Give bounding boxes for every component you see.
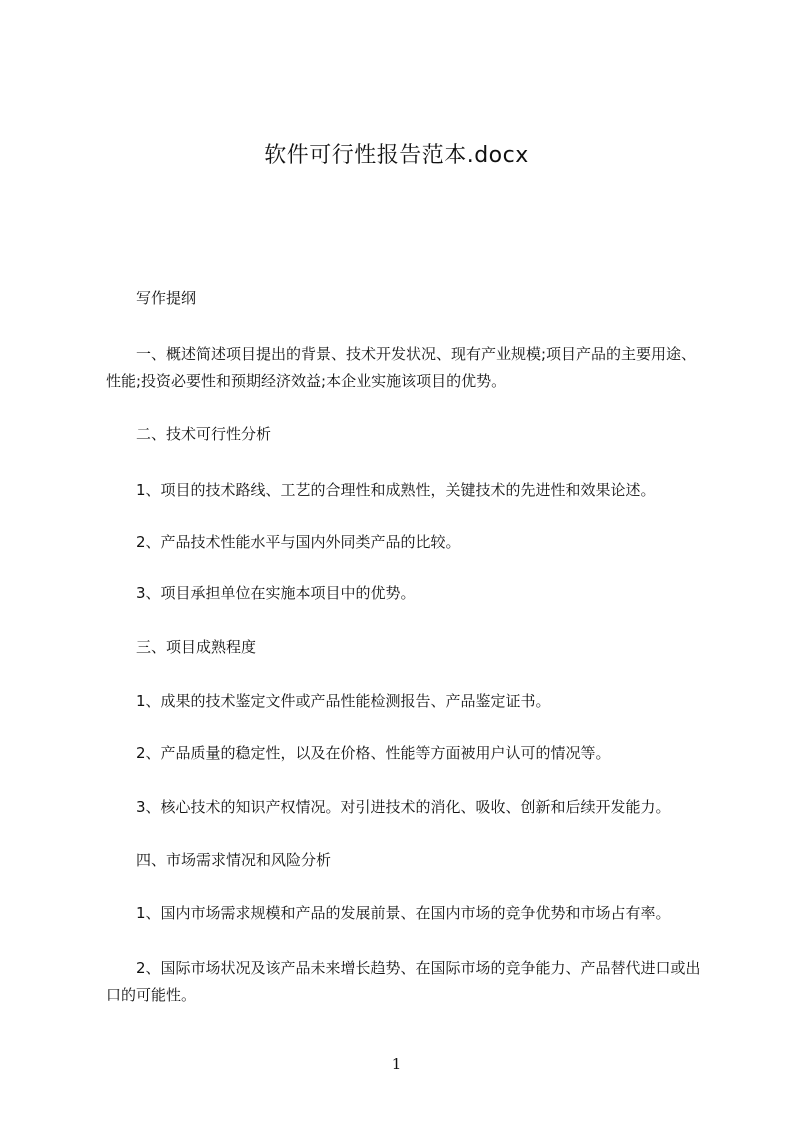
page-number: 1 <box>391 1055 402 1073</box>
section-two-item-3: 3、项目承担单位在实施本项目中的优势。 <box>136 584 416 602</box>
section-three-item-3: 3、核心技术的知识产权情况。对引进技术的消化、吸收、创新和后续开发能力。 <box>136 798 671 816</box>
section-two-heading: 二、技术可行性分析 <box>136 425 272 443</box>
document-title: 软件可行性报告范本.docx <box>264 143 529 168</box>
section-two-item-2: 2、产品技术性能水平与国内外同类产品的比较。 <box>136 533 461 551</box>
section-three-item-1: 1、成果的技术鉴定文件或产品性能检测报告、产品鉴定证书。 <box>136 692 551 710</box>
section-three-heading: 三、项目成熟程度 <box>136 638 257 656</box>
section-four-item-1: 1、国内市场需求规模和产品的发展前景、在国内市场的竞争优势和市场占有率。 <box>136 904 671 922</box>
section-one-overview: 一、概述简述项目提出的背景、技术开发状况、现有产业规模;项目产品的主要用途、性能;投资必要性和预期经济效益;本企业实施该项目的优势。 <box>106 345 697 390</box>
section-two-item-1: 1、项目的技术路线、工艺的合理性和成熟性，关键技术的先进性和效果论述。 <box>136 481 656 499</box>
section-three-item-2: 2、产品质量的稳定性，以及在价格、性能等方面被用户认可的情况等。 <box>136 744 611 762</box>
section-four-heading: 四、市场需求情况和风险分析 <box>136 851 332 869</box>
outline-heading: 写作提纲 <box>136 289 197 307</box>
section-four-item-2: 2、国际市场状况及该产品未来增长趋势、在国际市场的竞争能力、产品替代进口或出口的可能性。 <box>106 959 701 1004</box>
